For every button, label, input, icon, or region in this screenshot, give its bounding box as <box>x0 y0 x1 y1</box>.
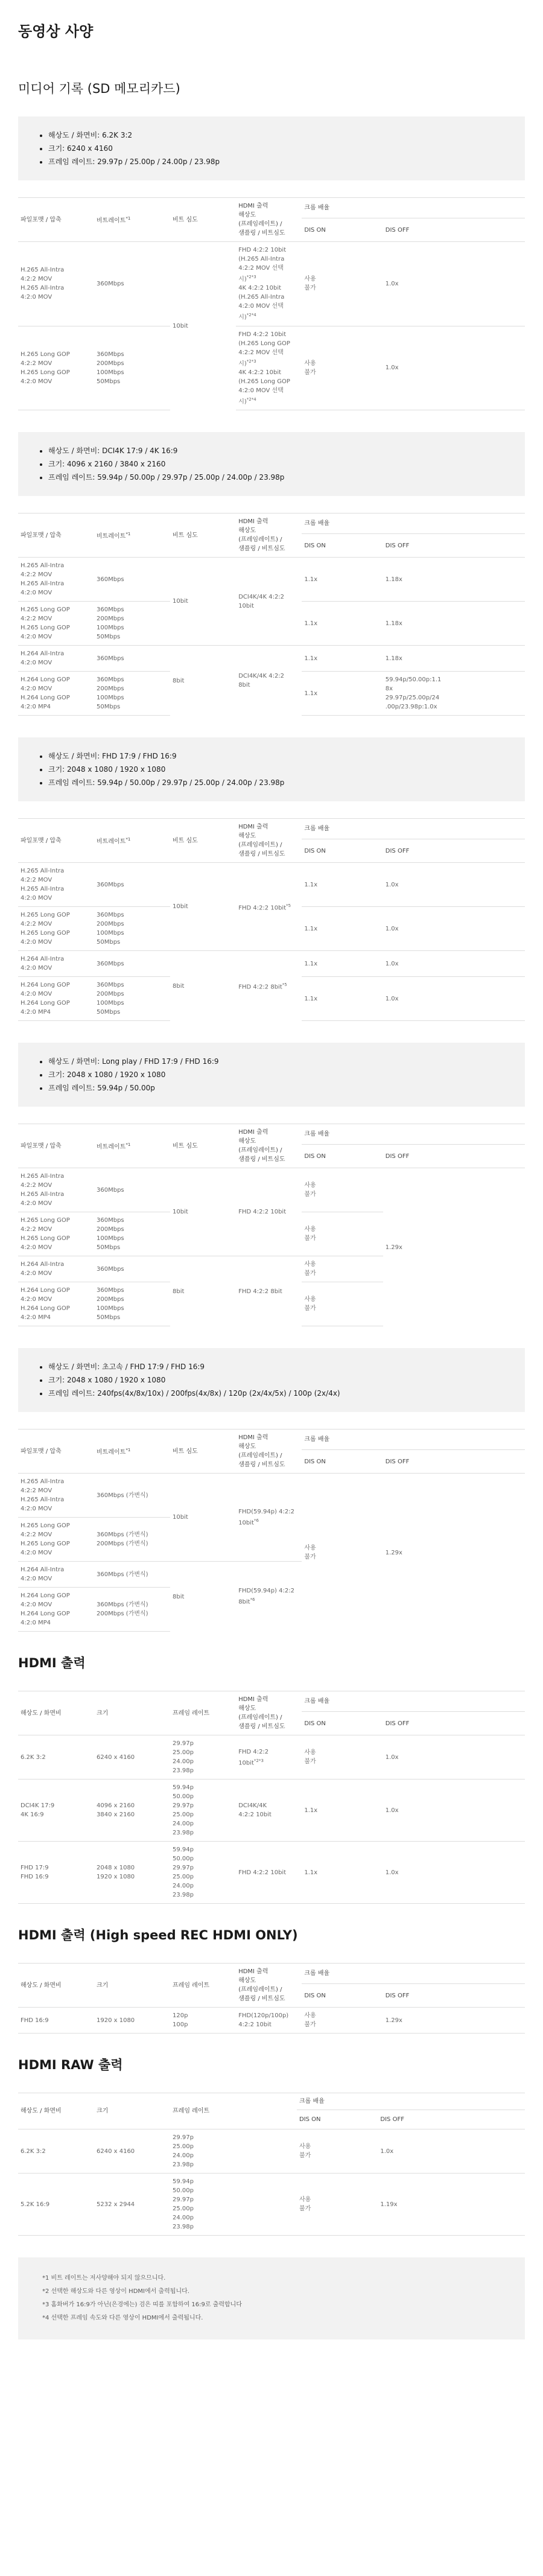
cell-hdmi: FHD 4:2:2 10bit <box>236 1168 302 1256</box>
col-hdmi: HDMI 출력 해상도 (프레임레이트) / 샘플링 / 비트심도 <box>236 1124 302 1168</box>
cell-codec: H.264 All-Intra 4:2:0 MOV <box>18 646 94 672</box>
cell-fps: 29.97p 25.00p 24.00p 23.98p <box>170 1735 236 1779</box>
footnote: *4 선택한 프레임 속도와 다른 영상이 HDMI에서 출력됩니다. <box>42 2315 203 2322</box>
cell-hdmi: FHD(120p/100p) 4:2:2 10bit <box>236 2008 302 2034</box>
cell-dison: 1.1x <box>302 863 383 907</box>
cell-bitrate: 360Mbps (가변식) 200Mbps (가변식) <box>94 1518 170 1562</box>
cell-disoff: 1.0x <box>383 1735 525 1779</box>
cell-codec: H.264 Long GOP 4:2:0 MOV H.264 Long GOP 4:2:0 MP4 <box>18 1588 94 1632</box>
cell-depth: 8bit <box>170 951 236 1021</box>
spec-item: • 크기: 2048 x 1080 / 1920 x 1080 <box>48 763 506 776</box>
cell-dison: 1.1x <box>302 907 383 951</box>
spec-table <box>18 197 525 410</box>
cell-disoff: 1.0x <box>383 1779 525 1842</box>
cell-hdmi: FHD 4:2:2 10bit (H.265 All-Intra 4:2:2 MOV 선택 시)$^{*2*3}$ 4K 4:2:2 10bit (H.265 All-Intra 4:2:0 MOV 선택 시)$^{*2*4}$ <box>236 242 302 326</box>
col-crop: 크롭 배율 <box>302 1691 525 1712</box>
section-title-hdmi-highspeed: HDMI 출력 (High speed REC HDMI ONLY) <box>18 1928 298 1943</box>
table-row <box>18 242 525 326</box>
cell-dison: 1.1x <box>302 602 383 646</box>
cell-res: FHD 17:9 FHD 16:9 <box>18 1842 94 1904</box>
cell-bitrate: 360Mbps 200Mbps 100Mbps 50Mbps <box>94 602 170 646</box>
table-row <box>18 2008 525 2034</box>
cell-size: 6240 x 4160 <box>94 2129 170 2174</box>
cell-depth: 10bit <box>170 558 236 646</box>
col-depth: 비트 심도 <box>170 514 236 558</box>
cell-disoff: 1.0x <box>383 907 525 951</box>
col-size: 크기 <box>94 1964 170 2008</box>
cell-depth: 10bit <box>170 242 236 410</box>
cell-depth: 10bit <box>170 863 236 951</box>
hdmi-table <box>18 2093 525 2236</box>
cell-bitrate: 360Mbps <box>94 242 170 326</box>
col-crop: 크롭 배율 <box>297 2093 525 2110</box>
spec-table <box>18 1124 525 1326</box>
cell-bitrate: 360Mbps 200Mbps 100Mbps 50Mbps <box>94 672 170 716</box>
col-hdmi: HDMI 출력 해상도 (프레임레이트) / 샘플링 / 비트심도 <box>236 1691 302 1735</box>
cell-hdmi: FHD 4:2:2 8bit$^{*5}$ <box>236 951 302 1021</box>
col-codec: 파일포맷 / 압축 <box>18 819 94 863</box>
cell-dison: 사용 불가 <box>302 1735 383 1779</box>
cell-disoff: 59.94p/50.00p:1.1 8x 29.97p/25.00p/24 .00p/23.98p:1.0x <box>383 672 525 716</box>
table-row <box>18 558 525 602</box>
cell-disoff: 1.0x <box>383 977 525 1021</box>
col-hdmi: HDMI 출력 해상도 (프레임레이트) / 샘플링 / 비트심도 <box>236 1430 302 1474</box>
col-codec: 파일포맷 / 압축 <box>18 1124 94 1168</box>
col-depth: 비트 심도 <box>170 198 236 242</box>
cell-bitrate: 360Mbps <box>94 646 170 672</box>
col-dis-on: DIS ON <box>302 1984 383 2008</box>
col-hdmi: HDMI 출력 해상도 (프레임레이트) / 샘플링 / 비트심도 <box>236 1964 302 2008</box>
cell-disoff: 1.29x <box>383 1474 525 1632</box>
spec-item: • 해상도 / 화면비: DCI4K 17:9 / 4K 16:9 <box>48 444 506 457</box>
spec-item: • 해상도 / 화면비: Long play / FHD 17:9 / FHD 16:9 <box>48 1055 506 1068</box>
cell-codec: H.265 All-Intra 4:2:2 MOV H.265 All-Intra 4:2:0 MOV <box>18 242 94 326</box>
cell-fps: 59.94p 50.00p 29.97p 25.00p 24.00p 23.98p <box>170 1842 236 1904</box>
cell-dison: 1.1x <box>302 951 383 977</box>
section-title-media: 미디어 기록 (SD 메모리카드) <box>18 81 180 96</box>
cell-codec: H.265 All-Intra 4:2:2 MOV H.265 All-Intra 4:2:0 MOV <box>18 1474 94 1518</box>
cell-bitrate: 360Mbps 200Mbps 100Mbps 50Mbps <box>94 907 170 951</box>
section-title-hdmi-raw: HDMI RAW 출력 <box>18 2058 123 2073</box>
spec-item: • 크기: 2048 x 1080 / 1920 x 1080 <box>48 1373 506 1387</box>
col-hdmi: HDMI 출력 해상도 (프레임레이트) / 샘플링 / 비트심도 <box>236 198 302 242</box>
cell-codec: H.264 All-Intra 4:2:0 MOV <box>18 1562 94 1588</box>
table-row <box>18 951 525 977</box>
cell-dison: 사용 불가 <box>297 2174 378 2236</box>
col-bitrate: 비트레이트$^{*1}$ <box>94 198 170 242</box>
cell-hdmi: FHD 4:2:2 10bit$^{*2*3}$ <box>236 1735 302 1779</box>
cell-codec: H.264 Long GOP 4:2:0 MOV H.264 Long GOP 4:2:0 MP4 <box>18 672 94 716</box>
spec-box <box>18 432 525 496</box>
cell-dison: 사용 불가 <box>302 1256 383 1282</box>
cell-disoff: 1.18x <box>383 602 525 646</box>
cell-bitrate: 360Mbps 200Mbps 100Mbps 50Mbps <box>94 1212 170 1256</box>
spec-item: • 프레임 레이트: 240fps(4x/8x/10x) / 200fps(4x/8x) / 120p (2x/4x/5x) / 100p (2x/4x) <box>48 1387 506 1400</box>
cell-hdmi: DCI4K/4K 4:2:2 10bit <box>236 1779 302 1842</box>
cell-codec: H.265 Long GOP 4:2:2 MOV H.265 Long GOP 4:2:0 MOV <box>18 1212 94 1256</box>
cell-res: 5.2K 16:9 <box>18 2174 94 2236</box>
col-size: 크기 <box>94 1691 170 1735</box>
col-fps: 프레임 레이트 <box>170 1691 236 1735</box>
cell-hdmi: DCI4K/4K 4:2:2 8bit <box>236 646 302 716</box>
cell-codec: H.265 Long GOP 4:2:2 MOV H.265 Long GOP 4:2:0 MOV <box>18 1518 94 1562</box>
col-codec: 파일포맷 / 압축 <box>18 1430 94 1474</box>
col-dis-off: DIS OFF <box>383 218 525 242</box>
col-crop: 크롭 배율 <box>302 514 525 534</box>
cell-codec: H.264 Long GOP 4:2:0 MOV H.264 Long GOP 4:2:0 MP4 <box>18 977 94 1021</box>
cell-hdmi: FHD 4:2:2 8bit <box>236 1256 302 1326</box>
col-codec: 파일포맷 / 압축 <box>18 514 94 558</box>
footnotes <box>18 2257 525 2339</box>
cell-size: 1920 x 1080 <box>94 2008 170 2034</box>
hdmi-table <box>18 1691 525 1904</box>
col-depth: 비트 심도 <box>170 819 236 863</box>
cell-dison: 사용 불가 <box>302 242 383 326</box>
cell-bitrate: 360Mbps <box>94 863 170 907</box>
cell-depth: 10bit <box>170 1168 236 1256</box>
cell-disoff: 1.0x <box>383 951 525 977</box>
col-res: 해상도 / 화면비 <box>18 1691 94 1735</box>
cell-disoff: 1.18x <box>383 558 525 602</box>
col-dis-on: DIS ON <box>302 1712 383 1735</box>
cell-disoff: 1.0x <box>383 863 525 907</box>
cell-disoff: 1.0x <box>383 242 525 326</box>
footnote: *1 비트 레이트는 저사양해야 되지 않으므니다. <box>42 2275 166 2282</box>
col-crop: 크롭 배율 <box>302 819 525 839</box>
col-dis-on: DIS ON <box>302 839 383 863</box>
col-fps: 프레임 레이트 <box>170 1964 236 2008</box>
col-dis-off: DIS OFF <box>383 1450 525 1474</box>
cell-disoff: 1.0x <box>383 1842 525 1904</box>
cell-disoff: 1.29x <box>383 1168 525 1326</box>
cell-hdmi: FHD 4:2:2 10bit (H.265 Long GOP 4:2:2 MOV 선택 시)$^{*2*3}$ 4K 4:2:2 10bit (H.265 Long GOP 4:2:0 MOV 선택 시)$^{*2*4}$ <box>236 326 302 410</box>
spec-item: • 해상도 / 화면비: 6.2K 3:2 <box>48 129 506 142</box>
cell-disoff: 1.29x <box>383 2008 525 2034</box>
cell-bitrate: 360Mbps (가변식) <box>94 1474 170 1518</box>
cell-bitrate: 360Mbps 200Mbps 100Mbps 50Mbps <box>94 1282 170 1326</box>
cell-bitrate: 360Mbps 200Mbps 100Mbps 50Mbps <box>94 977 170 1021</box>
col-hdmi: HDMI 출력 해상도 (프레임레이트) / 샘플링 / 비트심도 <box>236 514 302 558</box>
col-dis-on: DIS ON <box>297 2110 378 2129</box>
cell-bitrate: 360Mbps <box>94 1168 170 1212</box>
cell-codec: H.265 Long GOP 4:2:2 MOV H.265 Long GOP 4:2:0 MOV <box>18 907 94 951</box>
spec-item: • 해상도 / 화면비: 초고속 / FHD 17:9 / FHD 16:9 <box>48 1360 506 1373</box>
cell-dison: 사용 불가 <box>302 1168 383 1212</box>
cell-size: 5232 x 2944 <box>94 2174 170 2236</box>
table-row <box>18 1474 525 1518</box>
cell-codec: H.265 All-Intra 4:2:2 MOV H.265 All-Intra 4:2:0 MOV <box>18 863 94 907</box>
cell-bitrate: 360Mbps (가변식) <box>94 1562 170 1588</box>
cell-dison: 1.1x <box>302 558 383 602</box>
spec-box <box>18 116 525 180</box>
table-row <box>18 863 525 907</box>
cell-hdmi: FHD 4:2:2 10bit$^{*5}$ <box>236 863 302 951</box>
col-dis-off: DIS OFF <box>383 839 525 863</box>
cell-hdmi: FHD 4:2:2 10bit <box>236 1842 302 1904</box>
cell-size: 2048 x 1080 1920 x 1080 <box>94 1842 170 1904</box>
cell-dison: 1.1x <box>302 977 383 1021</box>
cell-bitrate: 360Mbps 200Mbps 100Mbps 50Mbps <box>94 326 170 410</box>
spec-table <box>18 513 525 716</box>
cell-bitrate: 360Mbps <box>94 1256 170 1282</box>
col-dis-on: DIS ON <box>302 1145 383 1168</box>
cell-dison: 사용 불가 <box>302 1282 383 1326</box>
cell-res: DCI4K 17:9 4K 16:9 <box>18 1779 94 1842</box>
col-dis-off: DIS OFF <box>383 1145 525 1168</box>
footnote: *2 선택한 해상도와 다른 영상이 HDMI에서 출력됩니다. <box>42 2288 189 2295</box>
cell-dison: 1.1x <box>302 1779 383 1842</box>
table-row <box>18 646 525 672</box>
cell-fps: 29.97p 25.00p 24.00p 23.98p <box>170 2129 297 2174</box>
spec-item: • 프레임 레이트: 59.94p / 50.00p / 29.97p / 25.00p / 24.00p / 23.98p <box>48 776 506 789</box>
cell-res: FHD 16:9 <box>18 2008 94 2034</box>
cell-disoff: 1.0x <box>383 326 525 410</box>
col-bitrate: 비트레이트$^{*1}$ <box>94 1124 170 1168</box>
spec-box <box>18 737 525 801</box>
col-crop: 크롭 배율 <box>302 1964 525 1984</box>
spec-item: • 크기: 4096 x 2160 / 3840 x 2160 <box>48 457 506 471</box>
cell-codec: H.264 Long GOP 4:2:0 MOV H.264 Long GOP 4:2:0 MP4 <box>18 1282 94 1326</box>
cell-disoff: 1.0x <box>378 2129 525 2174</box>
cell-dison: 1.1x <box>302 646 383 672</box>
cell-fps: 120p 100p <box>170 2008 236 2034</box>
cell-dison: 1.1x <box>302 1842 383 1904</box>
col-bitrate: 비트레이트$^{*1}$ <box>94 1430 170 1474</box>
cell-res: 6.2K 3:2 <box>18 1735 94 1779</box>
col-fps: 프레임 레이트 <box>170 2093 297 2129</box>
col-crop: 크롭 배율 <box>302 1430 525 1450</box>
cell-size: 6240 x 4160 <box>94 1735 170 1779</box>
col-codec: 파일포맷 / 압축 <box>18 198 94 242</box>
spec-item: • 크기: 6240 x 4160 <box>48 142 506 155</box>
col-dis-off: DIS OFF <box>378 2110 525 2129</box>
col-size: 크기 <box>94 2093 170 2129</box>
col-dis-off: DIS OFF <box>383 534 525 558</box>
table-row <box>18 2129 525 2174</box>
col-res: 해상도 / 화면비 <box>18 2093 94 2129</box>
cell-hdmi: FHD(59.94p) 4:2:2 8bit$^{*6}$ <box>236 1562 302 1632</box>
cell-dison: 사용 불가 <box>302 1474 383 1632</box>
cell-dison: 사용 불가 <box>302 1212 383 1256</box>
table-row <box>18 326 525 410</box>
col-crop: 크롭 배율 <box>302 198 525 218</box>
cell-dison: 1.1x <box>302 672 383 716</box>
cell-bitrate: 360Mbps <box>94 558 170 602</box>
cell-fps: 59.94p 50.00p 29.97p 25.00p 24.00p 23.98p <box>170 1779 236 1842</box>
cell-depth: 8bit <box>170 1562 236 1632</box>
col-bitrate: 비트레이트$^{*1}$ <box>94 819 170 863</box>
spec-item: • 크기: 2048 x 1080 / 1920 x 1080 <box>48 1068 506 1081</box>
cell-disoff: 1.18x <box>383 646 525 672</box>
col-dis-off: DIS OFF <box>383 1712 525 1735</box>
cell-dison: 사용 불가 <box>302 2008 383 2034</box>
cell-codec: H.265 Long GOP 4:2:2 MOV H.265 Long GOP 4:2:0 MOV <box>18 602 94 646</box>
page-title: 동영상 사양 <box>18 23 94 40</box>
table-row <box>18 1779 525 1842</box>
col-depth: 비트 심도 <box>170 1430 236 1474</box>
spec-table <box>18 1429 525 1632</box>
cell-codec: H.265 Long GOP 4:2:2 MOV H.265 Long GOP 4:2:0 MOV <box>18 326 94 410</box>
cell-codec: H.265 All-Intra 4:2:2 MOV H.265 All-Intra 4:2:0 MOV <box>18 558 94 602</box>
cell-size: 4096 x 2160 3840 x 2160 <box>94 1779 170 1842</box>
col-hdmi: HDMI 출력 해상도 (프레임레이트) / 샘플링 / 비트심도 <box>236 819 302 863</box>
cell-codec: H.264 All-Intra 4:2:0 MOV <box>18 951 94 977</box>
table-row <box>18 1735 525 1779</box>
spec-item: • 해상도 / 화면비: FHD 17:9 / FHD 16:9 <box>48 749 506 763</box>
cell-hdmi: FHD(59.94p) 4:2:2 10bit$^{*6}$ <box>236 1474 302 1562</box>
cell-disoff: 1.19x <box>378 2174 525 2236</box>
cell-depth: 8bit <box>170 1256 236 1326</box>
spec-table <box>18 818 525 1021</box>
spec-box <box>18 1043 525 1107</box>
cell-bitrate: 360Mbps (가변식) 200Mbps (가변식) <box>94 1588 170 1632</box>
cell-hdmi: DCI4K/4K 4:2:2 10bit <box>236 558 302 646</box>
spec-box <box>18 1348 525 1412</box>
footnote: *3 홈화버가 16:9가 아닌(은경에는) 검은 띠를 포함하여 16:9로 출력합니다 <box>42 2301 243 2309</box>
cell-codec: H.264 All-Intra 4:2:0 MOV <box>18 1256 94 1282</box>
cell-depth: 8bit <box>170 646 236 716</box>
spec-item: • 프레임 레이트: 59.94p / 50.00p <box>48 1081 506 1095</box>
cell-fps: 59.94p 50.00p 29.97p 25.00p 24.00p 23.98p <box>170 2174 297 2236</box>
col-dis-off: DIS OFF <box>383 1984 525 2008</box>
cell-codec: H.265 All-Intra 4:2:2 MOV H.265 All-Intra 4:2:0 MOV <box>18 1168 94 1212</box>
col-res: 해상도 / 화면비 <box>18 1964 94 2008</box>
spec-item: • 프레임 레이트: 59.94p / 50.00p / 29.97p / 25.00p / 24.00p / 23.98p <box>48 471 506 484</box>
col-dis-on: DIS ON <box>302 218 383 242</box>
hdmi-table <box>18 1963 525 2034</box>
table-row <box>18 1168 525 1212</box>
col-dis-on: DIS ON <box>302 534 383 558</box>
cell-res: 6.2K 3:2 <box>18 2129 94 2174</box>
section-title-hdmi: HDMI 출력 <box>18 1656 86 1671</box>
col-bitrate: 비트레이트$^{*1}$ <box>94 514 170 558</box>
cell-depth: 10bit <box>170 1474 236 1562</box>
table-row <box>18 1842 525 1904</box>
cell-dison: 사용 불가 <box>302 326 383 410</box>
table-row <box>18 2174 525 2236</box>
col-depth: 비트 심도 <box>170 1124 236 1168</box>
cell-bitrate: 360Mbps <box>94 951 170 977</box>
col-crop: 크롭 배율 <box>302 1124 525 1145</box>
col-dis-on: DIS ON <box>302 1450 383 1474</box>
cell-dison: 사용 불가 <box>297 2129 378 2174</box>
spec-item: • 프레임 레이트: 29.97p / 25.00p / 24.00p / 23.98p <box>48 155 506 168</box>
